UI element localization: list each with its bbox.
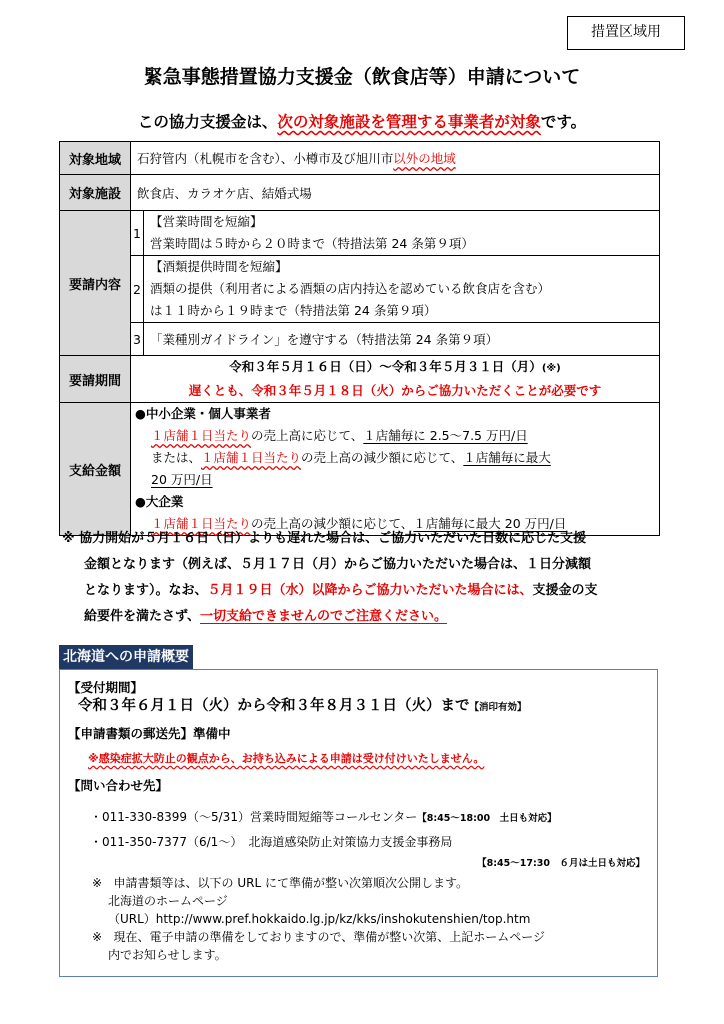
contact1-text: ・011-330-8399（～5/31）営業時間短縮等コールセンター: [90, 810, 418, 824]
contact1-hours: 【8:45～18:00 土日も対応】: [417, 813, 557, 824]
period-line1: [137, 356, 653, 380]
request-text-1: [144, 211, 660, 256]
reception-period: [78, 694, 527, 715]
contact2-hours: 【8:45～17:30 ６月は土日も対応】: [477, 858, 645, 869]
contact-1: [90, 808, 557, 825]
reception-label: 【受付期間】: [68, 680, 144, 695]
facility-value: 飲食店、カラオケ店、結婚式場: [131, 175, 660, 211]
facility-label: 対象施設: [60, 175, 131, 211]
sme-l2-text: の売上高の減少額に応じて、: [301, 450, 464, 465]
note-line2: 金額となります（例えば、５月１７日（月）からご協力いただいた場合は、１日分減額: [84, 557, 592, 572]
url-note: [92, 874, 468, 891]
large-text: の売上高の減少額に応じて、: [251, 516, 414, 531]
area-text: 石狩管内（札幌市を含む）、小樽市及び旭川市: [137, 151, 394, 166]
e-note-l1: 現在、電子申請の準備をしておりますので、準備が整い次第、上記ホームページ: [113, 930, 546, 944]
e-note-line2: 内でお知らせします。: [108, 948, 227, 962]
e-note-mark: ※: [92, 930, 103, 944]
request-1-line2: 営業時間は５時から２０時まで（特措法第 24 条第９項）: [150, 236, 474, 251]
sme-line1: [135, 425, 653, 447]
request-text-3: 「業種別ガイドライン」を遵守する（特措法第 24 条第９項）: [144, 323, 660, 356]
area-value: [131, 142, 660, 175]
reception-postmark: 【消印有効】: [469, 702, 527, 713]
mailing-value: 準備中: [193, 726, 231, 741]
contact-2: ・011-350-7377（6/1～） 北海道感染防止対策協力支援金事務局: [90, 835, 453, 849]
sme-line3: [135, 469, 653, 491]
period-dates: 令和３年５月１６日（日）～令和３年５月３１日（月）: [229, 359, 542, 374]
period-value: [131, 356, 660, 403]
sme-heading: ●中小企業・個人事業者: [135, 406, 271, 421]
amount-label: 支給金額: [60, 403, 131, 536]
request-2-line3: は１１時から１９時まで（特措法第 24 条第９項）: [150, 303, 437, 318]
note-line3: [62, 578, 662, 604]
sme-l1-amount: １店舗毎に 2.5～7.5 万円/日: [363, 428, 528, 443]
note-l4-a: 給要件を満たさず、: [84, 609, 200, 624]
note-l1-text: 協力開始が５月１６日（日）よりも遅れた場合は、ご協力いただいた日数に応じた支援: [79, 531, 587, 546]
document-title: 緊急事態措置協力支援金（飲食店等）申請について: [143, 66, 581, 88]
request-num-2: 2: [131, 256, 144, 323]
sme-l2-per-store: １店舗１日当たり: [201, 450, 302, 465]
row-period: [60, 356, 660, 403]
request-2-line2: 酒類の提供（利用者による酒類の店内持込を認めている飲食店を含む）: [150, 281, 551, 296]
e-application-note: [92, 928, 545, 945]
area-label: 対象地域: [60, 142, 131, 175]
mailing-row: [68, 724, 231, 742]
row-facility: [60, 175, 660, 211]
intro-part1: この協力支援金は、: [137, 113, 278, 131]
request-item-3: [60, 323, 660, 356]
request-num-3: 3: [131, 323, 144, 356]
sme-l1-text: の売上高に応じて、: [251, 428, 364, 443]
note-l4-b: 一切支給できませんのでご注意ください。: [199, 609, 447, 624]
url-note-mark: ※: [92, 876, 103, 890]
request-text-2: [144, 256, 660, 323]
period-line2: 遅くとも、令和３年５月１８日（火）からご協力いただくことが必要です: [188, 383, 602, 398]
sme-l3-amount: 20 万円/日: [151, 472, 213, 487]
overview-heading: 北海道への申請概要: [59, 645, 193, 669]
info-table: [59, 141, 660, 536]
row-area: [60, 142, 660, 175]
note-l3-c: 支援金の支: [532, 583, 598, 598]
note-line4: [62, 604, 662, 630]
delay-note: [62, 526, 662, 630]
request-item-2: [60, 256, 660, 323]
intro-part2: 次の対象施設を管理する事業者が対象: [277, 113, 541, 131]
note-l3-a: となります）。なお、: [84, 583, 208, 598]
large-per-store: １店舗１日当たり: [151, 516, 252, 531]
request-num-1: 1: [131, 211, 144, 256]
request-1-line1: 【営業時間を短縮】: [150, 214, 263, 229]
request-item-1: [60, 211, 660, 256]
contact-label: 【問い合わせ先】: [68, 778, 169, 793]
mailing-label: 【申請書類の郵送先】: [68, 726, 194, 741]
row-amount: [60, 403, 660, 536]
in-person-warning: ※感染症拡大防止の観点から、お持ち込みによる申請は受け付けいたしません。: [88, 752, 485, 765]
request-label: 要請内容: [60, 211, 131, 356]
large-heading: ●大企業: [135, 494, 184, 509]
amount-value: [131, 403, 660, 536]
area-tag: 措置区域用: [567, 16, 685, 50]
area-exclusion: 以外の地域: [393, 151, 456, 166]
request-2-line1: 【酒類提供時間を短縮】: [150, 259, 288, 274]
intro-part3: です。: [540, 113, 587, 131]
sme-l2-amount: １店舗毎に最大: [463, 450, 551, 465]
large-amount: １店舗毎に最大 20 万円/日: [413, 516, 567, 531]
reception-dates: 令和３年６月１日（火）から令和３年８月３１日（火）まで: [78, 698, 470, 714]
url-note-text: 申請書類等は、以下の URL にて準備が整い次第順次公開します。: [113, 876, 468, 890]
sme-l2-or: または、: [151, 450, 202, 465]
note-line1: [62, 526, 662, 552]
period-label: 要請期間: [60, 356, 131, 403]
hp-label: 北海道のホームページ: [108, 894, 228, 908]
note-l3-b: ５月１９日（水）以降からご協力いただいた場合には、: [207, 583, 533, 598]
sme-l1-per-store: １店舗１日当たり: [151, 428, 252, 443]
url-line[interactable]: （URL）http://www.pref.hokkaido.lg.jp/kz/kks/inshokutenshien/top.htm: [108, 912, 531, 926]
intro-text: [0, 110, 724, 132]
overview-box: [59, 669, 658, 977]
note-mark: ※: [62, 531, 75, 546]
period-note-mark: (※): [541, 363, 561, 374]
sme-line2: [135, 447, 653, 469]
